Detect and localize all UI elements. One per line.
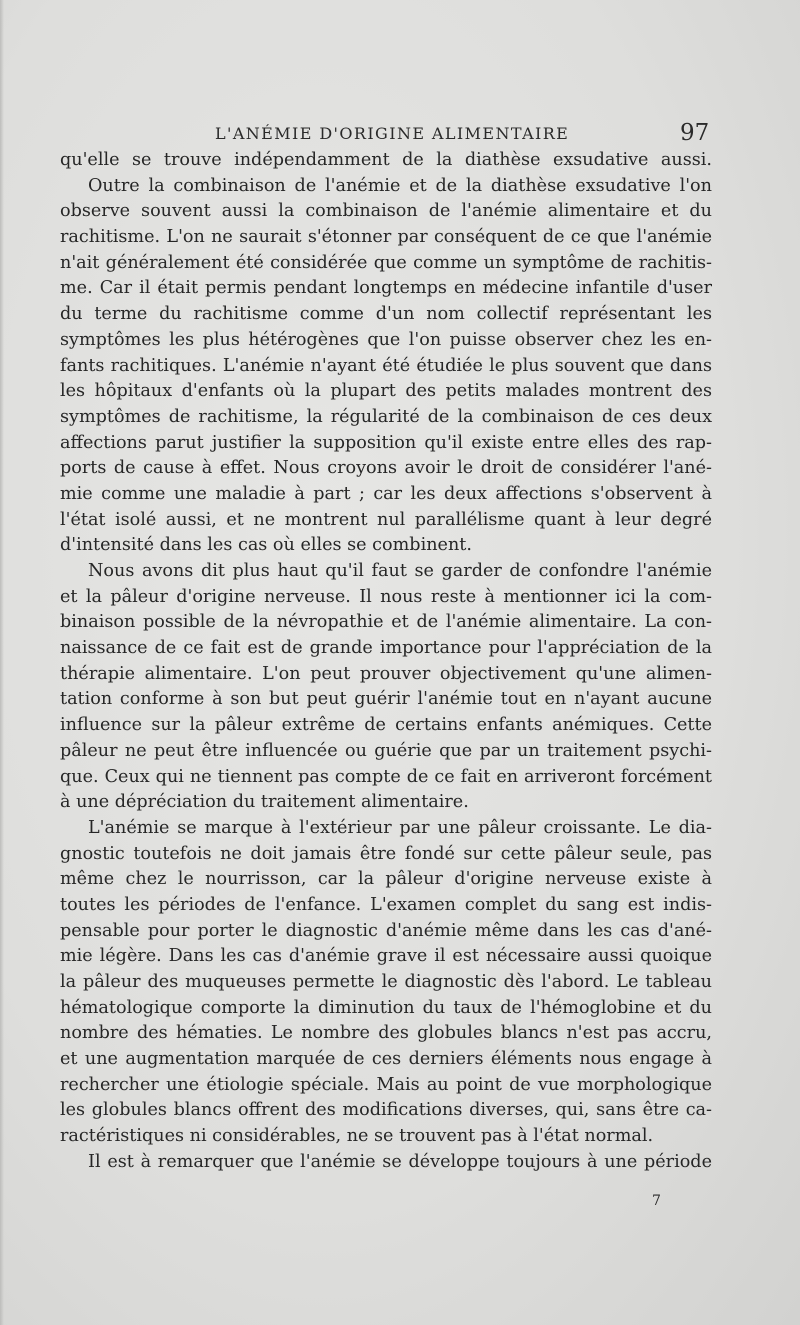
text-line: les globules blancs offrent des modifications diverses, qui, sans être ca- [60, 1100, 712, 1121]
text-line: gnostic toutefois ne doit jamais être fondé sur cette pâleur seule, pas [60, 843, 712, 864]
text-line: rechercher une étiologie spéciale. Mais au point de vue morphologique [60, 1074, 712, 1095]
text-line: hématologique comporte la diminution du taux de l'hémoglobine et du [60, 997, 712, 1018]
text-line: même chez le nourrisson, car la pâleur d'origine nerveuse existe à [60, 869, 712, 890]
text-line: pâleur ne peut être influencée ou guérie que par un traitement psychi- [60, 740, 712, 761]
text-line: Outre la combinaison de l'anémie et de la diathèse exsudative l'on [88, 175, 712, 196]
text-line: me. Car il était permis pendant longtemps en médecine infantile d'user [60, 278, 712, 299]
text-line: symptômes les plus hétérogènes que l'on puisse observer chez les en- [60, 329, 712, 350]
text-line: toutes les périodes de l'enfance. L'examen complet du sang est indis- [60, 894, 712, 915]
text-line: du terme du rachitisme comme d'un nom collectif représentant les [60, 304, 712, 325]
text-line: ractéristiques ni considérables, ne se trouvent pas à l'état normal. [60, 1126, 654, 1147]
body-text [60, 148, 712, 1176]
text-line: binaison possible de la névropathie et de l'anémie alimentaire. La con- [60, 612, 712, 633]
text-line: naissance de ce fait est de grande importance pour l'appréciation de la [60, 638, 712, 659]
text-line: symptômes de rachitisme, la régularité de la combinaison de ces deux [60, 406, 712, 427]
text-line: pensable pour porter le diagnostic d'anémie même dans les cas d'ané- [60, 920, 712, 941]
signature-mark: 7 [652, 1193, 661, 1209]
text-line: ports de cause à effet. Nous croyons avoir le droit de considérer l'ané- [60, 458, 712, 479]
text-line: les hôpitaux d'enfants où la plupart des petits malades montrent des [60, 381, 712, 402]
text-line: l'état isolé aussi, et ne montrent nul parallélisme quant à leur degré [60, 509, 712, 530]
text-line: qu'elle se trouve indépendamment de la diathèse exsudative aussi. [60, 150, 712, 170]
text-line: d'intensité dans les cas où elles se combinent. [60, 535, 472, 556]
text-line: L'anémie se marque à l'extérieur par une pâleur croissante. Le dia- [88, 817, 712, 838]
text-line: n'ait généralement été considérée que comme un symptôme de rachitis- [60, 252, 712, 273]
page-header [0, 120, 800, 150]
text-line: que. Ceux qui ne tiennent pas compte de ce fait en arriveront forcément [60, 766, 712, 787]
text-line: Il est à remarquer que l'anémie se développe toujours à une période [88, 1151, 712, 1172]
text-line: rachitisme. L'on ne saurait s'étonner par conséquent de ce que l'anémie [60, 227, 712, 248]
text-line: fants rachitiques. L'anémie n'ayant été étudiée le plus souvent que dans [60, 355, 712, 376]
text-line: mie légère. Dans les cas d'anémie grave il est nécessaire aussi quoique [60, 946, 712, 967]
text-line: Nous avons dit plus haut qu'il faut se garder de confondre l'anémie [88, 561, 712, 581]
text-line: tation conforme à son but peut guérir l'anémie tout en n'ayant aucune [60, 689, 712, 710]
text-line: affections parut justifier la supposition qu'il existe entre elles des rap- [60, 432, 712, 453]
running-head: L'ANÉMIE D'ORIGINE ALIMENTAIRE [215, 124, 570, 143]
text-line: mie comme une maladie à part ; car les deux affections s'observent à [60, 483, 712, 504]
scan-edge [0, 0, 4, 1325]
text-line: influence sur la pâleur extrême de certains enfants anémiques. Cette [60, 715, 712, 736]
text-line: et la pâleur d'origine nerveuse. Il nous reste à mentionner ici la com- [60, 586, 712, 607]
text-line: observe souvent aussi la combinaison de l'anémie alimentaire et du [60, 201, 712, 222]
text-line: et une augmentation marquée de ces derniers éléments nous engage à [60, 1049, 712, 1070]
page-number: 97 [680, 120, 710, 146]
text-line: thérapie alimentaire. L'on peut prouver objectivement qu'une alimen- [60, 663, 712, 684]
text-line: nombre des hématies. Le nombre des globules blancs n'est pas accru, [60, 1023, 712, 1044]
text-line: à une dépréciation du traitement alimentaire. [60, 792, 469, 813]
text-line: la pâleur des muqueuses permette le diagnostic dès l'abord. Le tableau [60, 972, 712, 992]
